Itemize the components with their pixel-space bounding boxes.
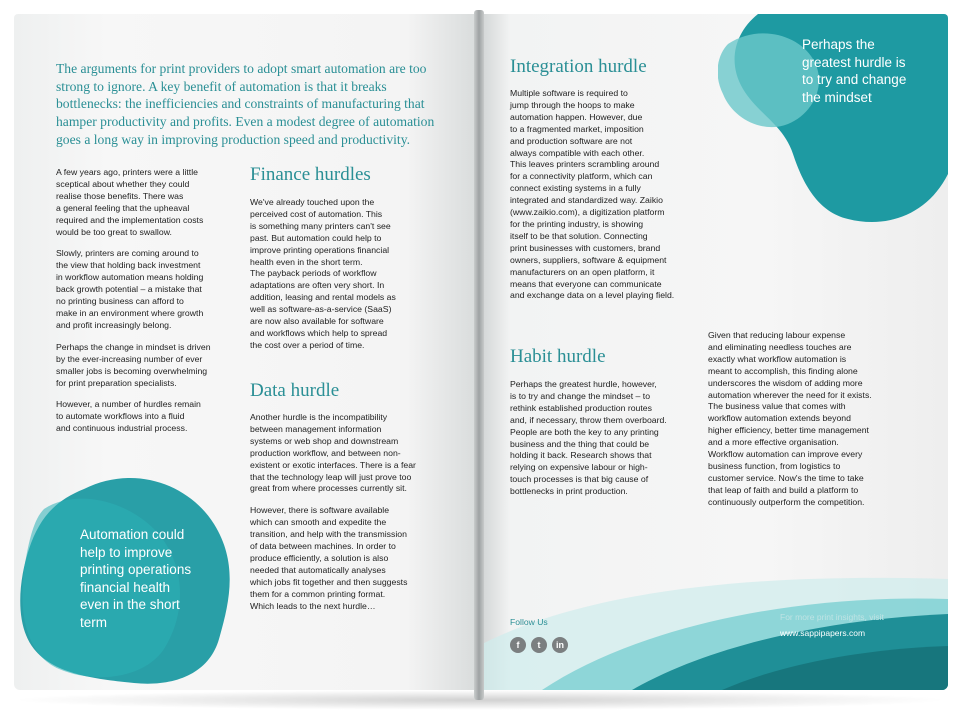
right-pull-quote: Perhaps the greatest hurdle is to try and change the mindset bbox=[802, 37, 907, 105]
social-icons bbox=[510, 637, 568, 653]
data-text bbox=[250, 412, 460, 623]
left-page bbox=[14, 14, 476, 690]
left-paragraph-4: However, a number of hurdles remain to automate workflows into a fluid and continuous industrial process. bbox=[56, 399, 201, 434]
footer-insights-text: For more print insights, visit bbox=[780, 612, 884, 622]
spine-gutter bbox=[474, 10, 484, 700]
twitter-icon[interactable]: t bbox=[531, 637, 547, 653]
follow-us-label: Follow Us bbox=[510, 617, 548, 627]
habit-paragraph: Perhaps the greatest hurdle, however, is to try and change the mindset – to rethink established production routes and, if necessary, throw them overboard. People are both the key to any printing business and the thing that could be holding it back. Research shows that relying on expensive labour or high- touch processes is that big cause of bottlenecks in print production. bbox=[510, 379, 667, 497]
right-column-text bbox=[708, 330, 938, 519]
integration-text bbox=[510, 88, 710, 312]
facebook-icon[interactable]: f bbox=[510, 637, 526, 653]
data-paragraph-2: However, there is software available which can smooth and expedite the transition, and help with the transmission of data between machines. In order to produce efficiently, a solution is also needed that automatically analyses which jobs fit together and then suggests them for a common printing format. Which leads to the next hurdle… bbox=[250, 505, 408, 611]
data-paragraph-1: Another hurdle is the incompatibility between management information systems or web shop and downstream production workflow, and between non- existent or exotic interfaces. There is a fear that the technology leap will just prove too great from where processes currently sit. bbox=[250, 412, 416, 494]
integration-heading: Integration hurdle bbox=[510, 56, 647, 77]
data-heading: Data hurdle bbox=[250, 380, 340, 401]
finance-paragraph: We've already touched upon the perceived cost of automation. This is something many printers can't see past. But automation could help to improve printing operations financial health even in the short term. The payback periods of workflow adaptations are often very short. In addition, leasing and rental models as well as software-as-a-service (SaaS) are now also available for software and workflows which help to spread the cost over a period of time. bbox=[250, 197, 396, 350]
habit-heading: Habit hurdle bbox=[510, 346, 606, 367]
finance-heading: Finance hurdles bbox=[250, 164, 371, 185]
left-pull-quote: Automation could help to improve printing operations financial health even in the short term bbox=[80, 527, 192, 630]
right-page bbox=[482, 14, 948, 690]
footer-website-link[interactable]: www.sappipapers.com bbox=[780, 628, 866, 638]
right-column-paragraph: Given that reducing labour expense and eliminating needless touches are exactly what workflow automation is meant to accomplish, this finding alone underscores the wisdom of adding more automation wherever the need for it exists. The business value that comes with workflow automation extends beyond higher efficiency, better time management and a more effective organisation. Workflow automation can improve every business function, from logistics to customer service. Now's the time to take that leap of faith and build a platform to continuously outperform the competition. bbox=[708, 330, 872, 507]
left-paragraph-2: Slowly, printers are coming around to the view that holding back investment in workflow automation means holding back growth potential – a mistake that no printing business can afford to make in an environment where growth and profit increasingly belong. bbox=[56, 248, 204, 330]
linkedin-icon[interactable]: in bbox=[552, 637, 568, 653]
left-column-text bbox=[56, 167, 246, 445]
integration-paragraph: Multiple software is required to jump through the hoops to make automation happen. However, due to a fragmented market, imposition and production software are not always compatible with each other. This leaves printers scrambling around for a connectivity platform, which can connect existing systems in a fully integrated and standardized way. Zaikio (www.zaikio.com), a digitization platform for the printing industry, is showing itself to be that solution. Connecting print businesses with customers, brand owners, suppliers, software & equipment manufacturers on an open platform, it means that everyone can communicate and exchange data on a level playing field. bbox=[510, 88, 675, 301]
left-paragraph-3: Perhaps the change in mindset is driven by the ever-increasing number of ever smaller jobs is becoming overwhelming for print preparation specialists. bbox=[56, 341, 211, 388]
habit-text bbox=[510, 379, 710, 508]
intro-paragraph: The arguments for print providers to adopt smart automation are too strong to ignore. A key benefit of automation is that it breaks bottlenecks: the inefficiencies and constraints of manufacturing that hamper productivity and profits. Even a modest degree of automation goes a long way in improving production speed and productivity. bbox=[56, 61, 435, 147]
finance-text bbox=[250, 197, 450, 362]
footer-links bbox=[780, 609, 940, 641]
left-paragraph-1: A few years ago, printers were a little sceptical about whether they could realise those benefits. There was a general feeling that the upheaval required and the implementation costs would be too great to swallow. bbox=[56, 167, 204, 237]
